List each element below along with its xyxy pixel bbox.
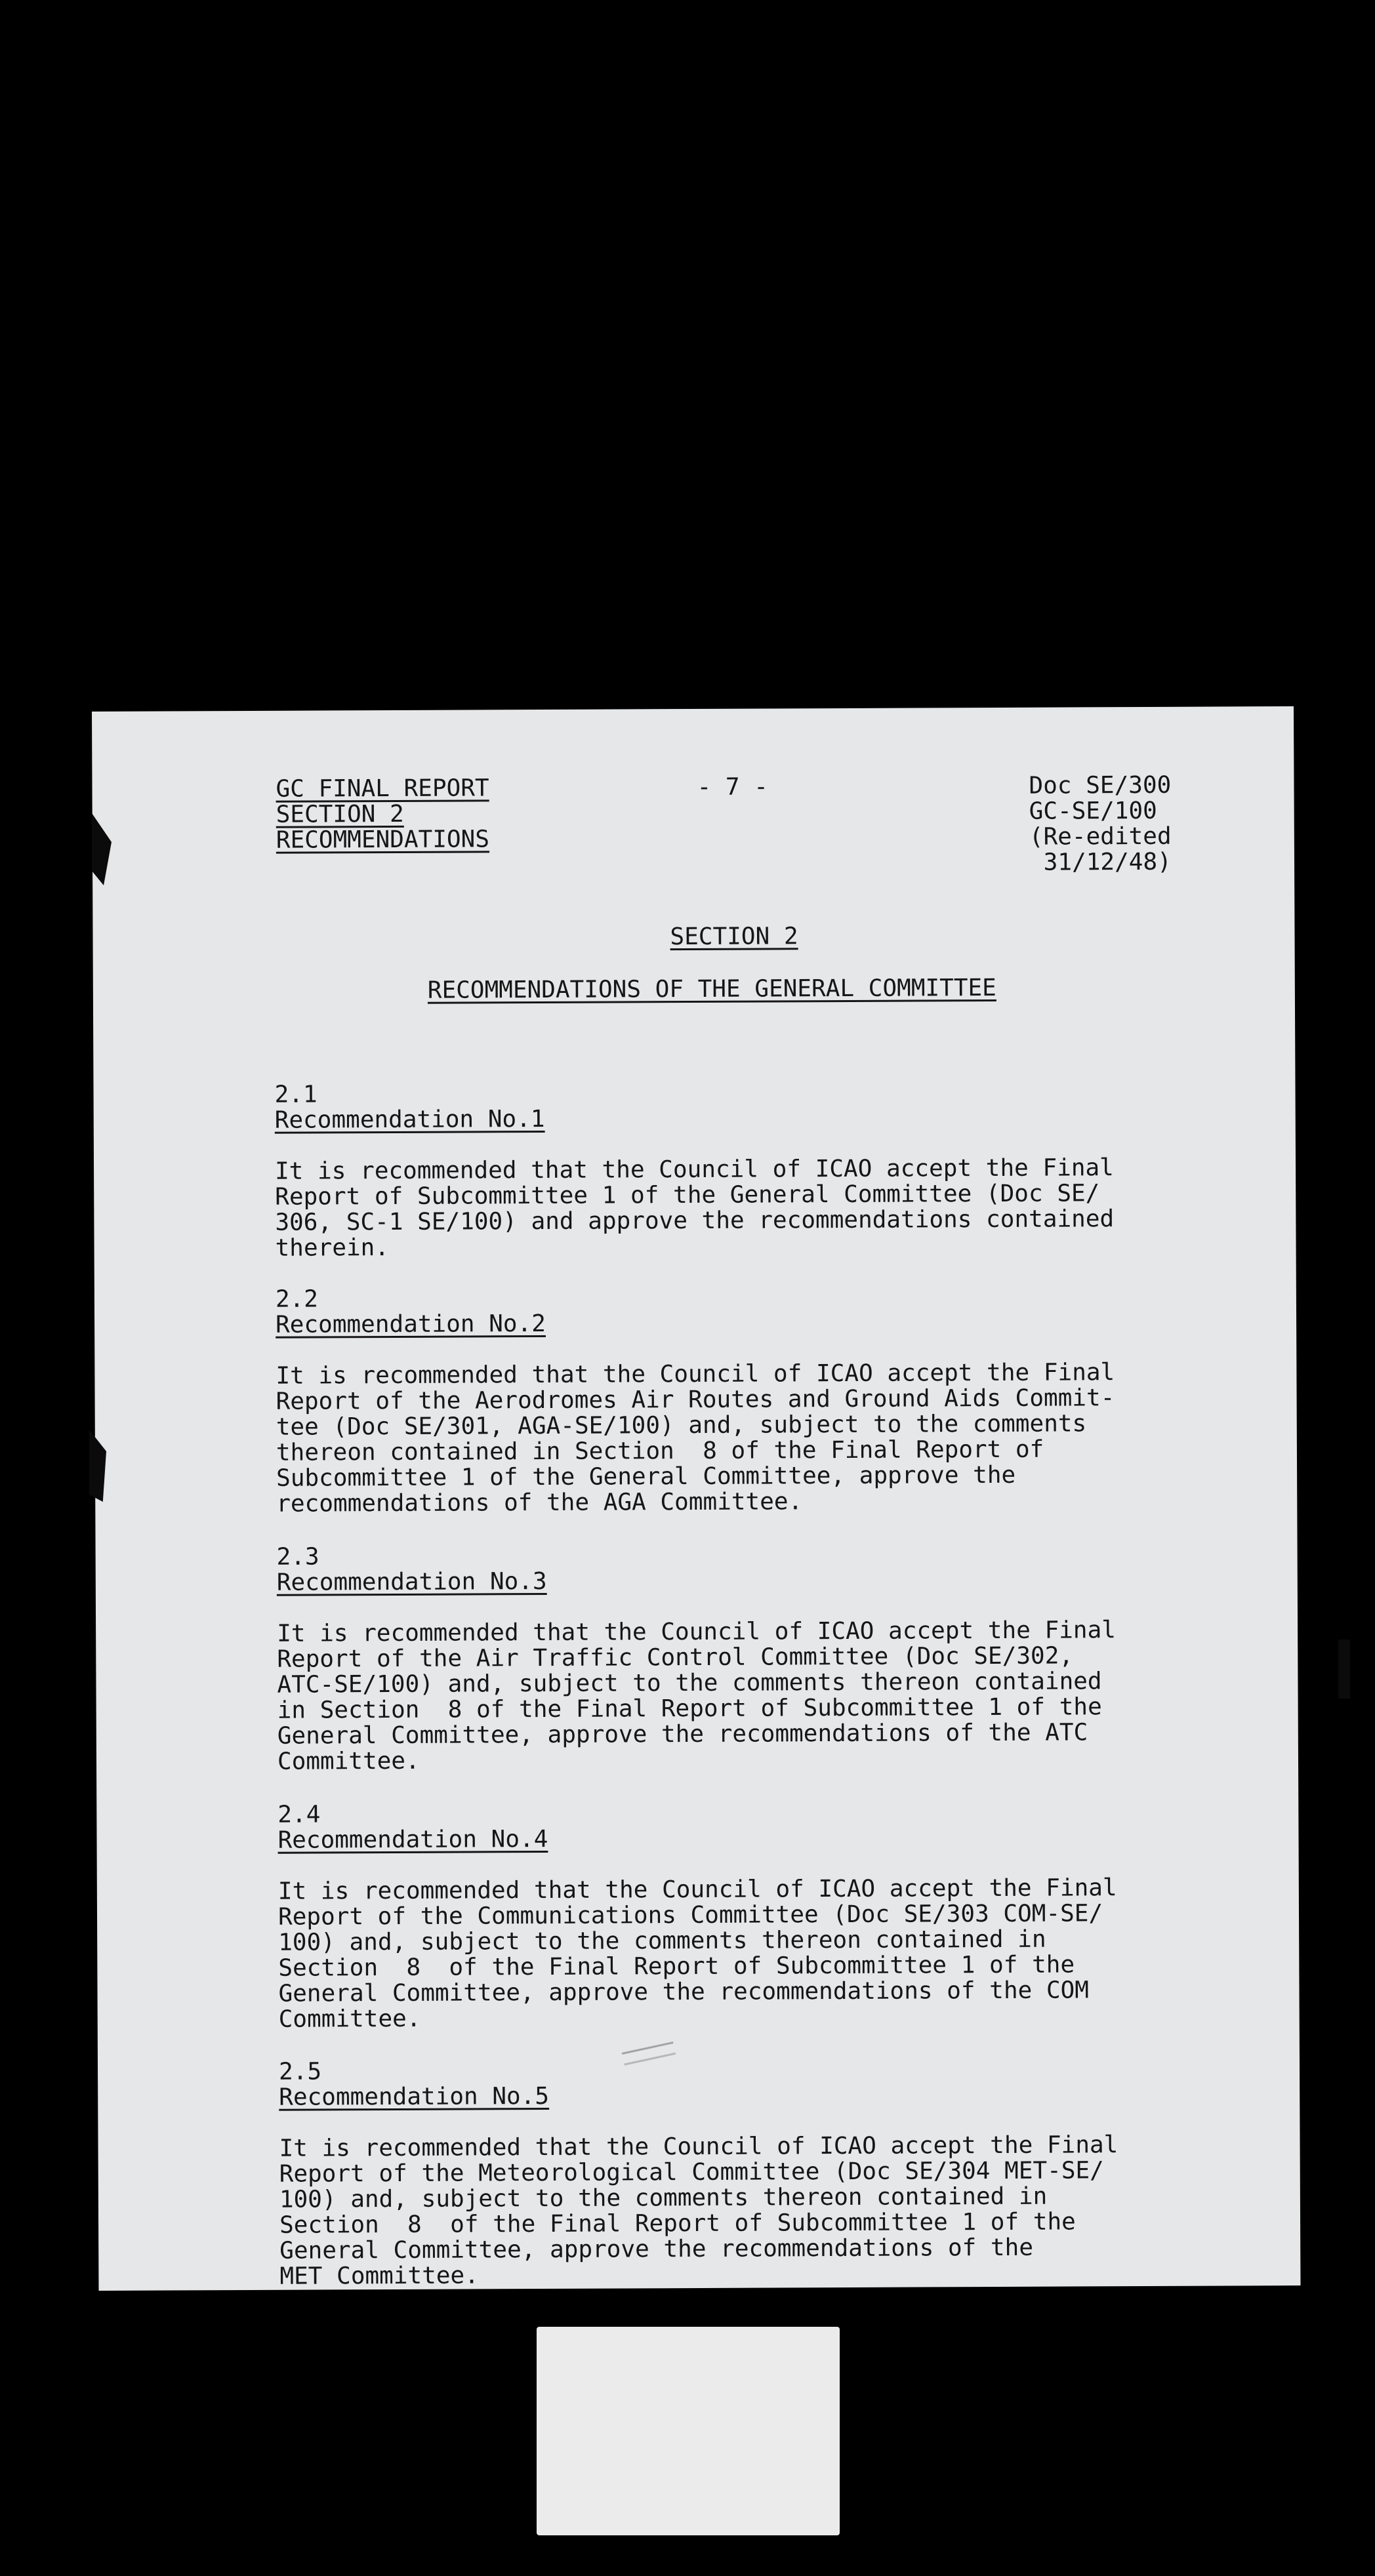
header-right-line-2: GC-SE/100 (1029, 797, 1157, 825)
header-right-line-1: Doc SE/300 (1029, 771, 1172, 799)
header-right (1029, 773, 1171, 875)
page-number: - 7 - (697, 773, 768, 801)
recommendation-2-5 (279, 2004, 1119, 2315)
recommendation-heading: Recommendation No.2 (275, 1310, 546, 1338)
header-left (276, 775, 489, 853)
recommendation-heading: Recommendation No.4 (277, 1825, 548, 1854)
recommendation-number: 2.3 (276, 1543, 319, 1571)
recommendation-heading: Recommendation No.5 (279, 2082, 550, 2111)
recommendation-heading: Recommendation No.1 (274, 1105, 545, 1134)
document-page (92, 706, 1300, 2291)
recommendation-body: It is recommended that the Council of ICAO accept the Final Report of the Aerodromes Air Routes and Ground Aids Commit- tee (Doc SE/301, AGA-SE/100) and, subject to the comments thereon contained in Section 8 of the Final Report of Subcommittee 1 of the General Committee, approve the recommendations of the AGA Committee. (276, 1359, 1115, 1518)
recommendation-number: 2.5 (278, 2058, 322, 2085)
header-right-line-4: 31/12/48) (1029, 848, 1172, 876)
recommendation-number: 2.4 (277, 1801, 321, 1828)
scan-edge-mark (1338, 1640, 1350, 1699)
recommendation-body: It is recommended that the Council of ICAO accept the Final Report of the Communications Committee (Doc SE/303 COM-SE/ 100) and, subject to the comments thereon contained in Section 8 of the Final Report of Subcommittee 1 of the General Committee, approve the recommendations of the COM Committee. (277, 1874, 1117, 2033)
recommendation-body: It is recommended that the Council of ICAO accept the Final Report of the Air Traffic Control Committee (Doc SE/302, ATC-SE/100) and, subject to the comments thereon contained in Section 8 of the Final Report of Subcommittee 1 of the General Committee, approve the recommendations of the ATC Committee. (277, 1617, 1116, 1775)
header-right-line-3: (Re-edited (1029, 822, 1172, 851)
scan-target-card (537, 2327, 840, 2535)
header-left-line-1: GC FINAL REPORT (276, 775, 489, 803)
recommendation-body: It is recommended that the Council of ICAO accept the Final Report of the Meteorological Committee (Doc SE/304 MET-SE/ 100) and, subject to the comments thereon contained in Section 8 of the Final Report of Subcommittee 1 of the General Committee, approve the recommendations of the MET Committee. (279, 2131, 1118, 2290)
recommendation-heading: Recommendation No.3 (276, 1567, 547, 1596)
section-title: SECTION 2 (670, 923, 798, 951)
section-subtitle: RECOMMENDATIONS OF THE GENERAL COMMITTEE (427, 974, 996, 1004)
recommendation-number: 2.2 (275, 1285, 319, 1313)
header-left-line-3: RECOMMENDATIONS (276, 826, 490, 854)
recommendation-body: It is recommended that the Council of ICAO accept the Final Report of Subcommittee 1 of the General Committee (Doc SE/ 306, SC-1 SE/100) and approve the recommendations contained therein. (274, 1154, 1115, 1262)
header-left-line-2: SECTION 2 (276, 800, 404, 828)
recommendation-number: 2.1 (274, 1081, 318, 1108)
